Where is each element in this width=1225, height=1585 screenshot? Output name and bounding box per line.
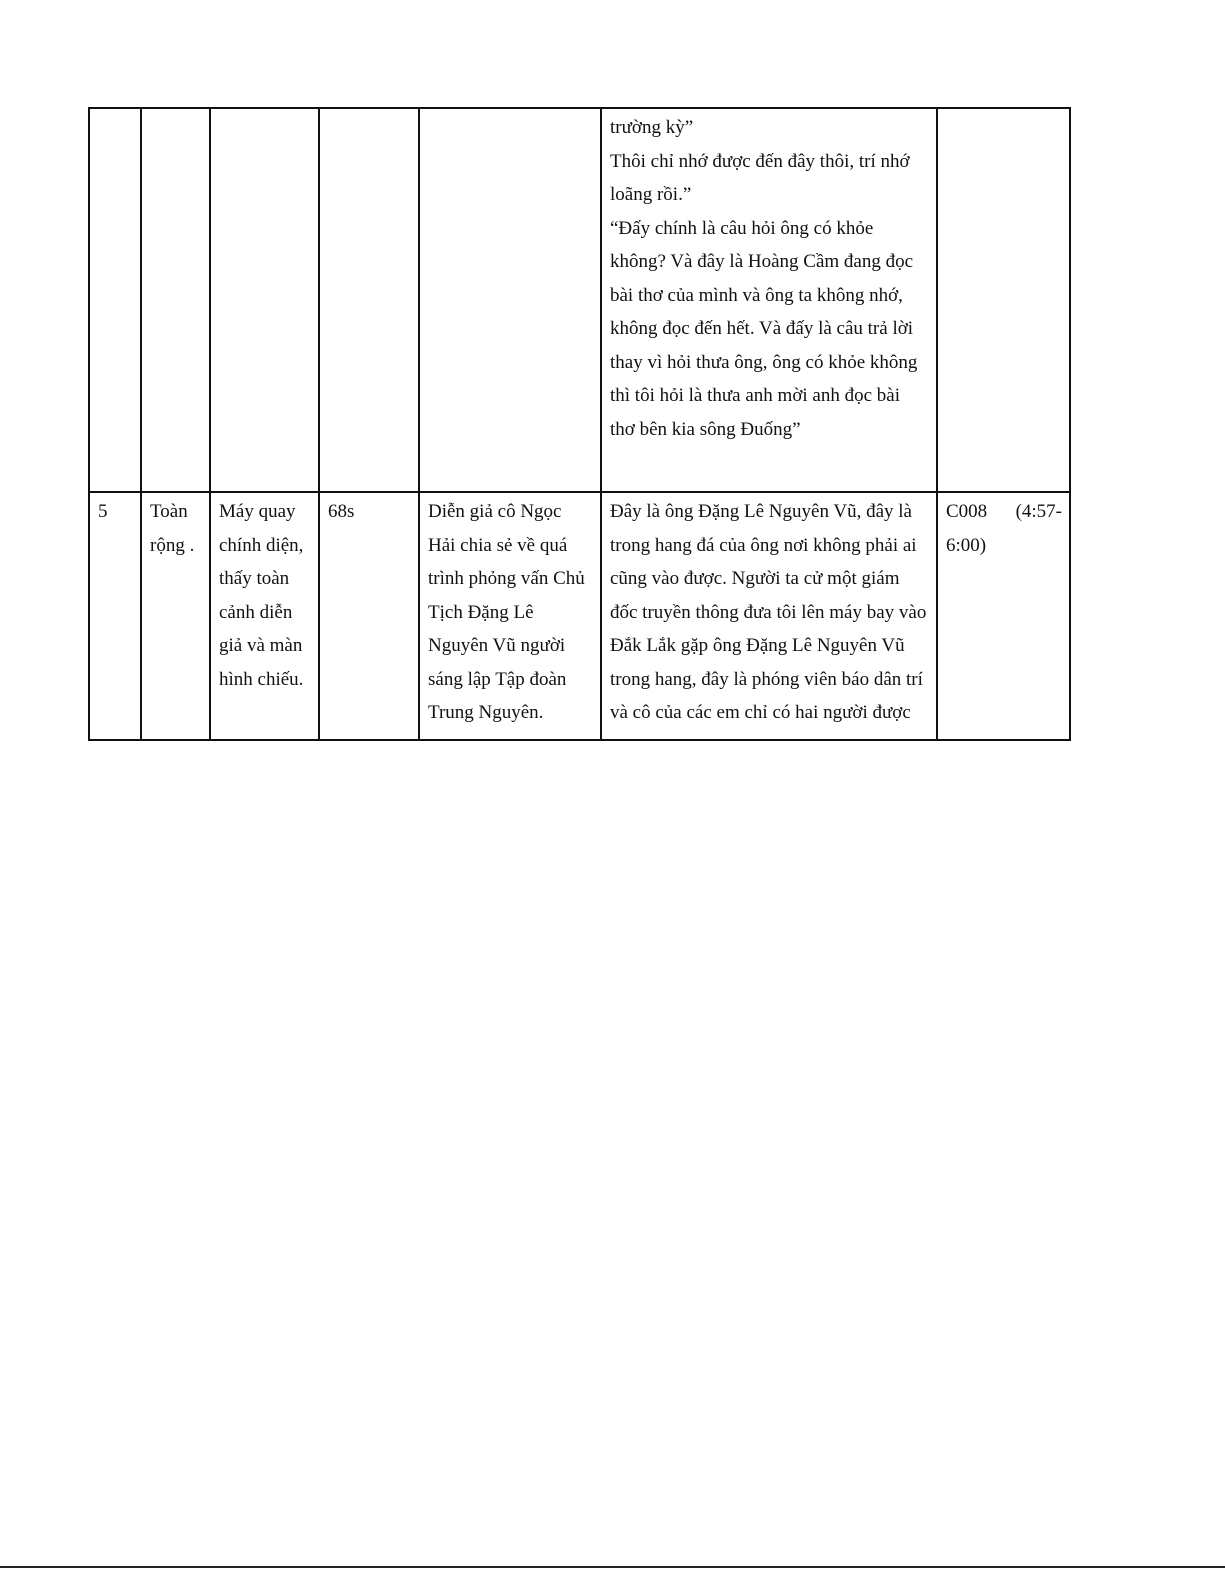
row-number: 5	[98, 501, 108, 522]
page-bottom-rule	[0, 1566, 1225, 1568]
text-line: không? Và đây là Hoàng Cầm đang đọc	[610, 251, 914, 272]
clip-id-row	[946, 495, 1062, 529]
text-line: “Đấy chính là câu hỏi ông có khỏe	[610, 217, 874, 239]
cell-shot	[141, 492, 210, 740]
text-line: Trung Nguyên.	[428, 702, 544, 723]
text-line: bài thơ của mình và ông ta không nhớ,	[610, 284, 903, 306]
text-line: trình phỏng vấn Chủ	[428, 568, 585, 589]
text-line: thì tôi hỏi là thưa anh mời anh đọc bài	[610, 385, 900, 406]
cell-content	[419, 492, 601, 740]
text-line: thay vì hỏi thưa ông, ông có khỏe không	[610, 351, 918, 373]
text-line: rộng .	[150, 534, 195, 556]
clip-time-end: 6:00)	[946, 534, 987, 556]
text-line: chính diện,	[219, 534, 304, 556]
text-line: Nguyên Vũ người	[428, 635, 566, 656]
text-line: Đây là ông Đặng Lê Nguyên Vũ, đây là	[610, 501, 912, 522]
cell-camera	[210, 492, 319, 740]
text-line: Hải chia sẻ về quá	[428, 534, 568, 556]
text-line: Toàn	[150, 501, 188, 522]
table-row	[89, 108, 1070, 492]
text-line: Đắk Lắk gặp ông Đặng Lê Nguyên Vũ	[610, 635, 905, 656]
duration: 68s	[328, 501, 355, 522]
text-line: trong hang, đây là phóng viên báo dân trí	[610, 668, 923, 690]
text-line: không đọc đến hết. Và đấy là câu trả lời	[610, 318, 914, 339]
cell-number	[89, 492, 141, 740]
cell-content	[419, 108, 601, 492]
text-line: Tịch Đặng Lê	[428, 601, 534, 623]
cell-clip	[937, 108, 1070, 492]
clip-id: C008	[946, 501, 988, 522]
text-line: thấy toàn	[219, 568, 290, 589]
cell-clip	[937, 492, 1070, 740]
cell-shot	[141, 108, 210, 492]
text-line: Diễn giả cô Ngọc	[428, 501, 562, 522]
text-line: cảnh diễn	[219, 601, 293, 623]
text-line: hình chiếu.	[219, 668, 304, 690]
text-line: trong hang đá của ông nơi không phải ai	[610, 534, 917, 556]
cell-number	[89, 108, 141, 492]
text-line: loãng rồi.”	[610, 184, 692, 205]
text-line: sáng lập Tập đoàn	[428, 668, 567, 690]
cell-duration	[319, 492, 419, 740]
text-line: Thôi chỉ nhớ được đến đây thôi, trí nhớ	[610, 150, 910, 172]
clip-time-start: (4:57-	[1015, 501, 1062, 522]
text-line: giả và màn	[219, 635, 303, 656]
cell-dialogue	[601, 492, 937, 740]
script-table	[88, 107, 1071, 741]
table-row	[89, 492, 1070, 740]
cell-dialogue	[601, 108, 937, 492]
text-line: đốc truyền thông đưa tôi lên máy bay vào	[610, 601, 927, 623]
text-line: thơ bên kia sông Đuống”	[610, 418, 801, 440]
cell-duration	[319, 108, 419, 492]
cell-camera	[210, 108, 319, 492]
text-line: Máy quay	[219, 501, 296, 522]
text-line: trường kỳ”	[610, 117, 694, 138]
text-line: và cô của các em chỉ có hai người được	[610, 702, 911, 723]
text-line: cũng vào được. Người ta cử một giám	[610, 568, 900, 589]
